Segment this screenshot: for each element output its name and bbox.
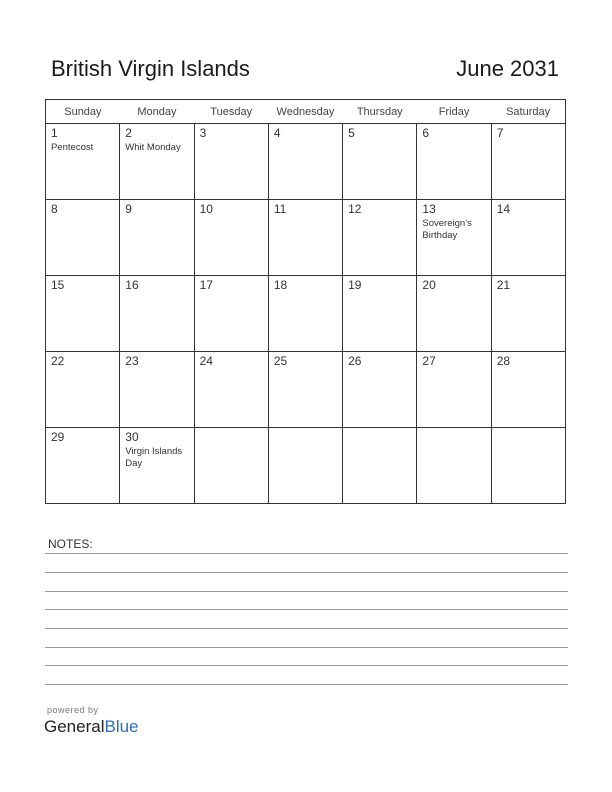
weekday-thursday: Thursday [343, 100, 417, 124]
calendar-day-cell [120, 124, 194, 200]
notes-line [45, 572, 568, 573]
day-number: 19 [348, 278, 362, 292]
calendar-day-cell [194, 276, 268, 352]
calendar-day-cell [194, 352, 268, 428]
day-number: 17 [199, 278, 213, 292]
calendar-week-row [46, 428, 566, 504]
calendar-day-cell [417, 276, 491, 352]
notes-line [45, 665, 568, 666]
day-number: 12 [348, 202, 362, 216]
day-number: 2 [125, 126, 132, 140]
day-number: 30 [125, 430, 139, 444]
calendar-day-cell [268, 276, 342, 352]
calendar-day-cell [120, 200, 194, 276]
day-number: 22 [51, 354, 65, 368]
calendar-week-row [46, 200, 566, 276]
calendar-day-cell [491, 124, 565, 200]
day-number: 8 [51, 202, 58, 216]
calendar-day-cell [417, 428, 491, 504]
day-number: 3 [199, 126, 207, 140]
generalblue-logo [44, 717, 139, 737]
brand-general: General [44, 717, 105, 736]
calendar-day-cell [120, 276, 194, 352]
day-number: 10 [199, 202, 213, 216]
calendar-week-row [46, 276, 566, 352]
calendar-day-cell [417, 352, 491, 428]
day-number: 21 [496, 278, 511, 292]
day-number: 18 [273, 278, 288, 292]
notes-label: NOTES: [48, 537, 93, 551]
calendar-day-cell [268, 352, 342, 428]
powered-by-text: powered by [47, 705, 99, 715]
day-number: 4 [273, 126, 281, 140]
calendar-day-cell [120, 352, 194, 428]
calendar-day-cell [417, 200, 491, 276]
day-number: 29 [51, 430, 65, 444]
day-number: 27 [422, 354, 436, 368]
calendar-week-row [46, 352, 566, 428]
day-number: 24 [199, 354, 213, 368]
holiday-label: Virgin Islands Day [125, 446, 183, 469]
day-number: 25 [273, 354, 288, 368]
calendar-day-cell [46, 276, 120, 352]
weekday-saturday: Saturday [491, 100, 565, 124]
weekday-tuesday: Tuesday [194, 100, 268, 124]
calendar-day-cell [194, 200, 268, 276]
weekday-monday: Monday [120, 100, 194, 124]
calendar-day-cell [46, 200, 120, 276]
day-number: 16 [125, 278, 139, 292]
calendar-day-cell [491, 200, 565, 276]
calendar-day-cell [491, 276, 565, 352]
calendar-month-title: June 2031 [456, 56, 559, 81]
holiday-label: Sovereign’s Birthday [422, 218, 472, 241]
weekday-sunday: Sunday [46, 100, 120, 124]
calendar-day-cell [343, 124, 417, 200]
day-number: 1 [51, 126, 58, 140]
calendar-day-cell [268, 428, 342, 504]
day-number: 20 [422, 278, 436, 292]
notes-line [45, 609, 568, 610]
calendar-day-cell [194, 124, 268, 200]
calendar-day-cell [46, 428, 120, 504]
calendar-day-cell [268, 200, 342, 276]
calendar-day-cell [120, 428, 194, 504]
brand-blue: Blue [104, 717, 139, 736]
calendar-country-title: British Virgin Islands [51, 56, 250, 81]
day-number: 26 [348, 354, 362, 368]
day-number: 11 [273, 202, 287, 216]
calendar-day-cell [343, 200, 417, 276]
day-number: 14 [496, 202, 511, 216]
holiday-label: Whit Monday [125, 142, 181, 153]
calendar-day-cell [491, 352, 565, 428]
weekday-friday: Friday [417, 100, 491, 124]
calendar-day-cell [343, 428, 417, 504]
notes-line [45, 553, 568, 554]
day-number: 23 [125, 354, 139, 368]
calendar-day-cell [268, 124, 342, 200]
holiday-label: Pentecost [51, 142, 94, 153]
calendar-day-cell [46, 124, 120, 200]
day-number: 9 [125, 202, 132, 216]
weekday-header-row [46, 100, 566, 124]
day-number: 5 [348, 126, 355, 140]
weekday-wednesday: Wednesday [268, 100, 342, 124]
calendar-day-cell [417, 124, 491, 200]
calendar-grid [45, 99, 566, 504]
calendar-day-cell [46, 352, 120, 428]
calendar-day-cell [343, 276, 417, 352]
day-number: 7 [496, 126, 504, 140]
notes-line [45, 684, 568, 685]
calendar-day-cell [491, 428, 565, 504]
day-number: 13 [422, 202, 436, 216]
notes-line [45, 647, 568, 648]
notes-line [45, 591, 568, 592]
day-number: 28 [496, 354, 511, 368]
calendar-day-cell [194, 428, 268, 504]
day-number: 6 [422, 126, 430, 140]
notes-line [45, 628, 568, 629]
calendar-day-cell [343, 352, 417, 428]
calendar-week-row [46, 124, 566, 200]
day-number: 15 [51, 278, 65, 292]
